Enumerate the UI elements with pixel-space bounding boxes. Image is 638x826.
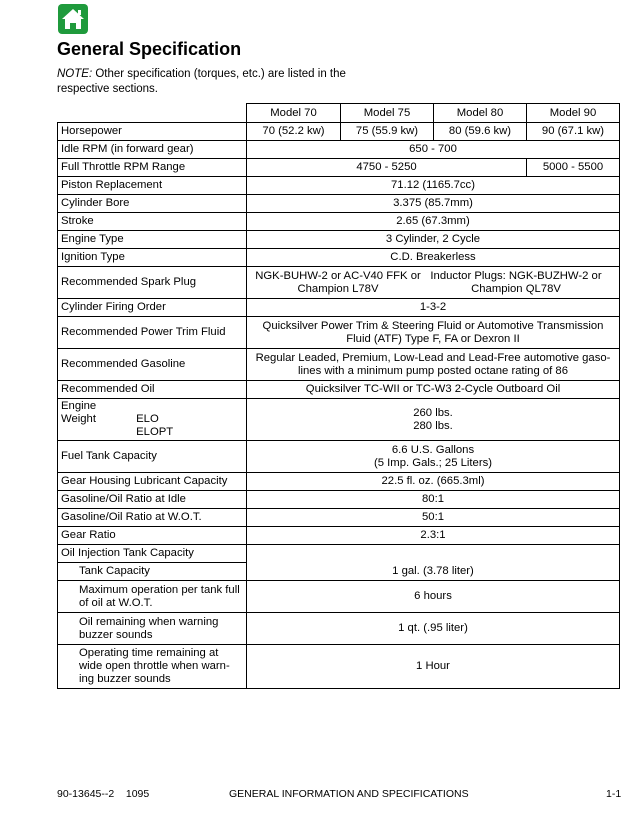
cell-value: 3.375 (85.7mm) (247, 195, 620, 213)
cell-value: 2.65 (67.3mm) (247, 213, 620, 231)
row-label: Recommended Oil (58, 381, 247, 399)
footer-page-number: 1-1 (606, 788, 622, 800)
table-row (58, 123, 620, 141)
home-icon (58, 4, 88, 34)
table-row (58, 195, 620, 213)
row-label: Tank Capacity (58, 563, 247, 581)
note-lead: NOTE: (57, 68, 93, 80)
table-row (58, 399, 620, 441)
engine-weight-elopt: ELOPT (136, 426, 174, 438)
cell-value (247, 441, 620, 473)
table-row (58, 231, 620, 249)
column-header-model-80: Model 80 (434, 104, 527, 123)
note-text (57, 67, 347, 97)
cell-value: 6 hours (247, 581, 620, 613)
row-label: Engine Type (58, 231, 247, 249)
table-row (58, 249, 620, 267)
page-title: General Specification (57, 39, 242, 59)
weight-elopt-value: 280 lbs. (413, 419, 453, 432)
cell-value (247, 267, 620, 299)
cell-value: 5000 - 5500 (527, 159, 620, 177)
cell-value: 22.5 fl. oz. (665.3ml) (247, 473, 620, 491)
table-row (58, 563, 620, 581)
row-label: Fuel Tank Capacity (58, 441, 247, 473)
row-label: Oil remaining when warning buzzer sounds (58, 613, 247, 645)
row-label: Gasoline/Oil Ratio at W.O.T. (58, 509, 247, 527)
row-label (58, 399, 247, 441)
row-label: Full Throttle RPM Range (58, 159, 247, 177)
table-row (58, 349, 620, 381)
cell-value: 70 (52.2 kw) (247, 123, 341, 141)
table-row (58, 527, 620, 545)
spec-table (57, 103, 620, 689)
footer-doc-number: 90-13645--2 1095 (57, 788, 150, 800)
cell-value: 71.12 (1165.7cc) (247, 177, 620, 195)
table-row (58, 381, 620, 399)
cell-value (247, 399, 620, 441)
row-label: Stroke (58, 213, 247, 231)
header-blank-cell (58, 104, 247, 123)
weight-elo-value: 260 lbs. (413, 406, 453, 419)
row-label: Recommended Power Trim Fluid (58, 317, 247, 349)
cell-value: Quicksilver TC-WII or TC-W3 2-Cycle Outboard Oil (247, 381, 620, 399)
home-button[interactable] (58, 4, 88, 34)
row-label: Cylinder Bore (58, 195, 247, 213)
table-row (58, 613, 620, 645)
column-header-model-70: Model 70 (247, 104, 341, 123)
cell-value: 80 (59.6 kw) (434, 123, 527, 141)
column-header-model-90: Model 90 (527, 104, 620, 123)
cell-value: 75 (55.9 kw) (341, 123, 434, 141)
cell-value: 50:1 (247, 509, 620, 527)
cell-value: 1 gal. (3.78 liter) (247, 563, 620, 581)
row-label: Idle RPM (in forward gear) (58, 141, 247, 159)
engine-weight-elo: ELO (136, 413, 159, 425)
row-label: Recommended Spark Plug (58, 267, 247, 299)
table-row (58, 317, 620, 349)
cell-value: 1-3-2 (247, 299, 620, 317)
row-label: Gear Housing Lubricant Capacity (58, 473, 247, 491)
table-row (58, 509, 620, 527)
table-row (58, 159, 620, 177)
table-row (58, 491, 620, 509)
row-label: Operating time remaining at wide open throttle when warn-ing buzzer sounds (58, 645, 247, 689)
row-label: Ignition Type (58, 249, 247, 267)
table-header-row (58, 104, 620, 123)
note-body: Other specification (torques, etc.) are listed in the respective sections. (57, 68, 346, 95)
cell-value: 90 (67.1 kw) (527, 123, 620, 141)
row-label: Piston Replacement (58, 177, 247, 195)
table-row (58, 177, 620, 195)
cell-value: Quicksilver Power Trim & Steering Fluid or Automotive Transmission Fluid (ATF) Type F, FA or Dexron II (247, 317, 620, 349)
table-row (58, 473, 620, 491)
fuel-tank-metric: (5 Imp. Gals.; 25 Liters) (373, 456, 493, 469)
row-label: Maximum operation per tank full of oil at W.O.T. (58, 581, 247, 613)
cell-value: 650 - 700 (247, 141, 620, 159)
table-row (58, 141, 620, 159)
row-label: Horsepower (58, 123, 247, 141)
row-label: Oil Injection Tank Capacity (58, 545, 247, 563)
row-label: Cylinder Firing Order (58, 299, 247, 317)
cell-value: 3 Cylinder, 2 Cycle (247, 231, 620, 249)
table-row (58, 645, 620, 689)
cell-value: 1 Hour (247, 645, 620, 689)
row-label: Recommended Gasoline (58, 349, 247, 381)
cell-value: Regular Leaded, Premium, Low-Lead and Lead-Free automotive gaso-lines with a minimum pump posted octane rating of 86 (247, 349, 620, 381)
cell-empty (247, 545, 620, 563)
row-label: Gasoline/Oil Ratio at Idle (58, 491, 247, 509)
table-row (58, 545, 620, 563)
cell-value: 1 qt. (.95 liter) (247, 613, 620, 645)
spark-plug-standard: NGK-BUHW-2 or AC-V40 FFK or Champion L78V (255, 269, 421, 295)
table-row (58, 441, 620, 473)
cell-value: 2.3:1 (247, 527, 620, 545)
row-label: Gear Ratio (58, 527, 247, 545)
cell-value: C.D. Breakerless (247, 249, 620, 267)
cell-value: 4750 - 5250 (247, 159, 527, 177)
engine-weight-label: Engine Weight (61, 400, 97, 425)
table-row (58, 581, 620, 613)
table-row (58, 213, 620, 231)
spark-plug-inductor: Inductor Plugs: NGK-BUZHW-2 or Champion QL78V (430, 269, 602, 295)
footer-section-title: GENERAL INFORMATION AND SPECIFICATIONS (229, 788, 469, 800)
column-header-model-75: Model 75 (341, 104, 434, 123)
table-row (58, 299, 620, 317)
fuel-tank-us: 6.6 U.S. Gallons (391, 443, 475, 456)
table-row (58, 267, 620, 299)
cell-value: 80:1 (247, 491, 620, 509)
